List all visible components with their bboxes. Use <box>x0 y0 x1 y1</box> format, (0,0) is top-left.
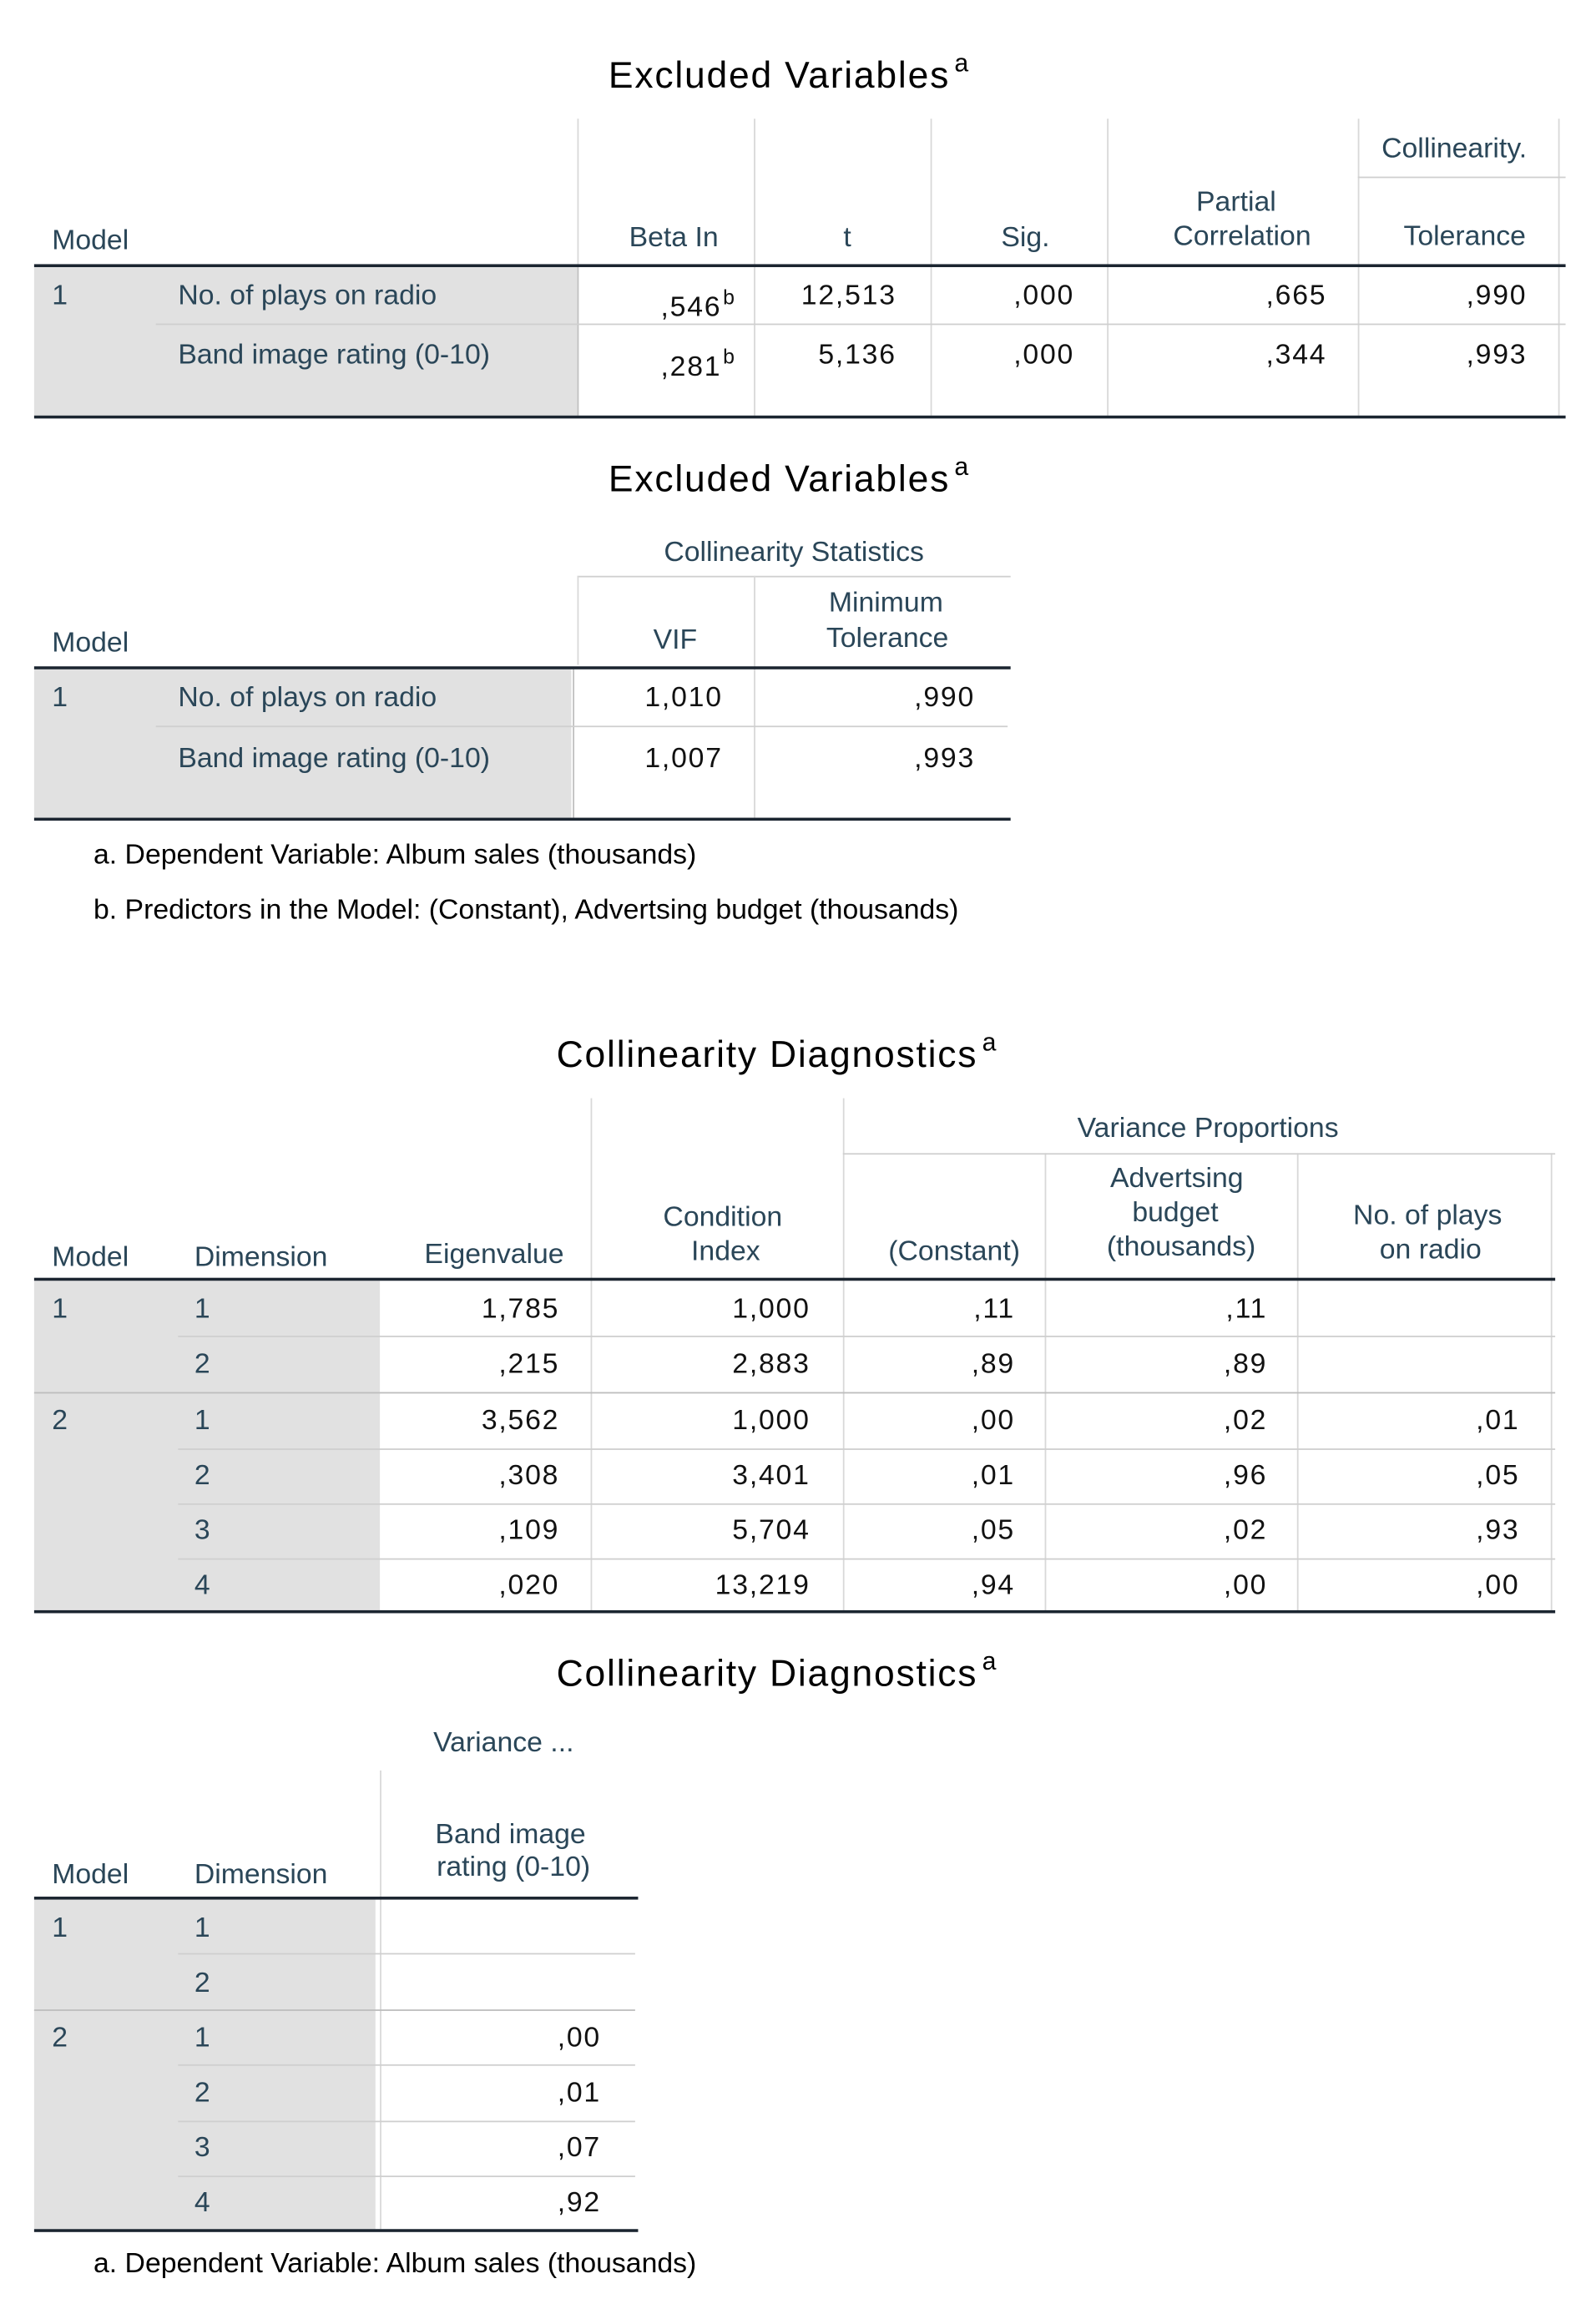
condition-index-value: 1,000 <box>732 1294 811 1326</box>
table-title: Collinearity Diagnostics $^a$ <box>556 1647 998 1695</box>
vif-value: 1,007 <box>644 743 723 776</box>
constant-proportion: ,01 <box>971 1460 1016 1492</box>
header-radio-1: No. of plays <box>1353 1200 1503 1232</box>
beta-in-value: ,546 $^b$ <box>660 285 736 324</box>
advertising-proportion: ,02 <box>1223 1515 1268 1547</box>
footnote-a: a. Dependent Variable: Album sales (thousands) <box>93 840 697 872</box>
advertising-proportion: ,00 <box>1223 1569 1268 1602</box>
header-collinearity: Collinearity. <box>1381 134 1528 165</box>
tolerance-value: ,990 <box>1466 280 1528 312</box>
beta-in-value: ,281 $^b$ <box>660 344 736 383</box>
eigenvalue-value: ,215 <box>498 1349 560 1381</box>
advertising-proportion: ,02 <box>1223 1405 1268 1437</box>
constant-proportion: ,94 <box>971 1569 1016 1602</box>
header-radio-2: on radio <box>1379 1235 1482 1266</box>
dimension-value: 2 <box>194 1349 210 1381</box>
dimension-value: 2 <box>194 1968 210 1999</box>
dimension-value: 4 <box>194 1569 210 1602</box>
header-advertising-3: (thousands) <box>1106 1231 1256 1263</box>
header-vif: VIF <box>653 624 698 656</box>
t-value: 12,513 <box>801 280 896 312</box>
header-model: Model <box>52 1242 129 1274</box>
footnote-a: a. Dependent Variable: Album sales (thousands) <box>93 2248 697 2280</box>
header-advertising-2: budget <box>1132 1197 1219 1230</box>
min-tolerance-value: ,993 <box>914 743 976 776</box>
table-title: Excluded Variables $^a$ <box>608 452 971 501</box>
header-tolerance: Tolerance <box>1403 220 1526 253</box>
dimension-value: 3 <box>194 2132 210 2165</box>
sig-value: ,000 <box>1013 340 1075 371</box>
table-title: Excluded Variables $^a$ <box>608 48 971 97</box>
header-advertising-1: Advertsing <box>1109 1163 1244 1195</box>
header-collinearity-statistics: Collinearity Statistics <box>664 537 924 568</box>
condition-index-value: 1,000 <box>732 1405 811 1437</box>
band-image-proportion: ,92 <box>557 2187 602 2219</box>
header-min-tolerance-1: Minimum <box>828 588 943 619</box>
dimension-value: 2 <box>194 1460 210 1492</box>
min-tolerance-value: ,990 <box>914 682 976 715</box>
tolerance-value: ,993 <box>1466 340 1528 371</box>
header-beta-in: Beta In <box>629 222 719 255</box>
row-label: No. of plays on radio <box>178 280 437 312</box>
header-partial-1: Partial <box>1196 187 1276 219</box>
dimension-value: 1 <box>194 1294 210 1326</box>
header-model: Model <box>52 628 129 659</box>
eigenvalue-value: 1,785 <box>481 1294 560 1326</box>
constant-proportion: ,00 <box>971 1405 1016 1437</box>
condition-index-value: 5,704 <box>732 1515 811 1547</box>
advertising-proportion: ,89 <box>1223 1349 1268 1381</box>
header-eigenvalue: Eigenvalue <box>424 1239 564 1271</box>
advertising-proportion: ,11 <box>1225 1294 1268 1326</box>
header-t: t <box>843 222 851 255</box>
radio-proportion: ,05 <box>1476 1460 1520 1492</box>
band-image-proportion: ,00 <box>557 2023 602 2054</box>
header-min-tolerance-2: Tolerance <box>826 623 949 655</box>
t-value: 5,136 <box>818 340 896 371</box>
model-number: 2 <box>52 2023 68 2054</box>
header-model: Model <box>52 1859 129 1891</box>
row-label: Band image rating (0-10) <box>178 743 490 776</box>
radio-proportion: ,00 <box>1476 1569 1520 1602</box>
dimension-value: 4 <box>194 2187 210 2219</box>
radio-proportion: ,01 <box>1476 1405 1520 1437</box>
sig-value: ,000 <box>1013 280 1075 312</box>
header-model: Model <box>52 225 129 257</box>
model-number: 1 <box>52 682 68 715</box>
header-dimension: Dimension <box>194 1859 328 1891</box>
condition-index-value: 13,219 <box>715 1569 811 1602</box>
dimension-value: 1 <box>194 1912 210 1944</box>
band-image-proportion: ,01 <box>557 2077 602 2109</box>
eigenvalue-value: ,109 <box>498 1515 560 1547</box>
header-dimension: Dimension <box>194 1242 328 1274</box>
constant-proportion: ,89 <box>971 1349 1016 1381</box>
footnote-b: b. Predictors in the Model: (Constant), Advertsing budget (thousands) <box>93 895 959 927</box>
row-label: No. of plays on radio <box>178 682 437 715</box>
dimension-value: 3 <box>194 1515 210 1547</box>
dimension-value: 1 <box>194 2023 210 2054</box>
header-variance-truncated: Variance ... <box>433 1727 574 1759</box>
advertising-proportion: ,96 <box>1223 1460 1268 1492</box>
partial-value: ,344 <box>1265 340 1327 371</box>
header-condition-index-1: Condition <box>663 1202 783 1234</box>
condition-index-value: 3,401 <box>732 1460 811 1492</box>
header-variance-proportions: Variance Proportions <box>1077 1113 1339 1144</box>
dimension-value: 1 <box>194 1405 210 1437</box>
partial-value: ,665 <box>1265 280 1327 312</box>
header-band-image-1: Band image <box>435 1819 586 1851</box>
eigenvalue-value: 3,562 <box>481 1405 560 1437</box>
model-number: 1 <box>52 1912 68 1944</box>
band-image-proportion: ,07 <box>557 2132 602 2165</box>
constant-proportion: ,05 <box>971 1515 1016 1547</box>
condition-index-value: 2,883 <box>732 1349 811 1381</box>
model-number: 1 <box>52 280 68 312</box>
eigenvalue-value: ,020 <box>498 1569 560 1602</box>
header-band-image-2: rating (0-10) <box>437 1852 591 1884</box>
radio-proportion: ,93 <box>1476 1515 1520 1547</box>
model-number: 1 <box>52 1294 68 1326</box>
table-title: Collinearity Diagnostics $^a$ <box>556 1028 998 1076</box>
dimension-value: 2 <box>194 2077 210 2109</box>
model-number: 2 <box>52 1405 68 1437</box>
constant-proportion: ,11 <box>973 1294 1016 1326</box>
eigenvalue-value: ,308 <box>498 1460 560 1492</box>
vif-value: 1,010 <box>644 682 723 715</box>
header-condition-index-2: Index <box>691 1235 760 1268</box>
header-sig: Sig. <box>1001 222 1050 255</box>
row-label: Band image rating (0-10) <box>178 340 490 371</box>
header-constant: (Constant) <box>888 1235 1020 1268</box>
header-partial-2: Correlation <box>1173 220 1311 253</box>
